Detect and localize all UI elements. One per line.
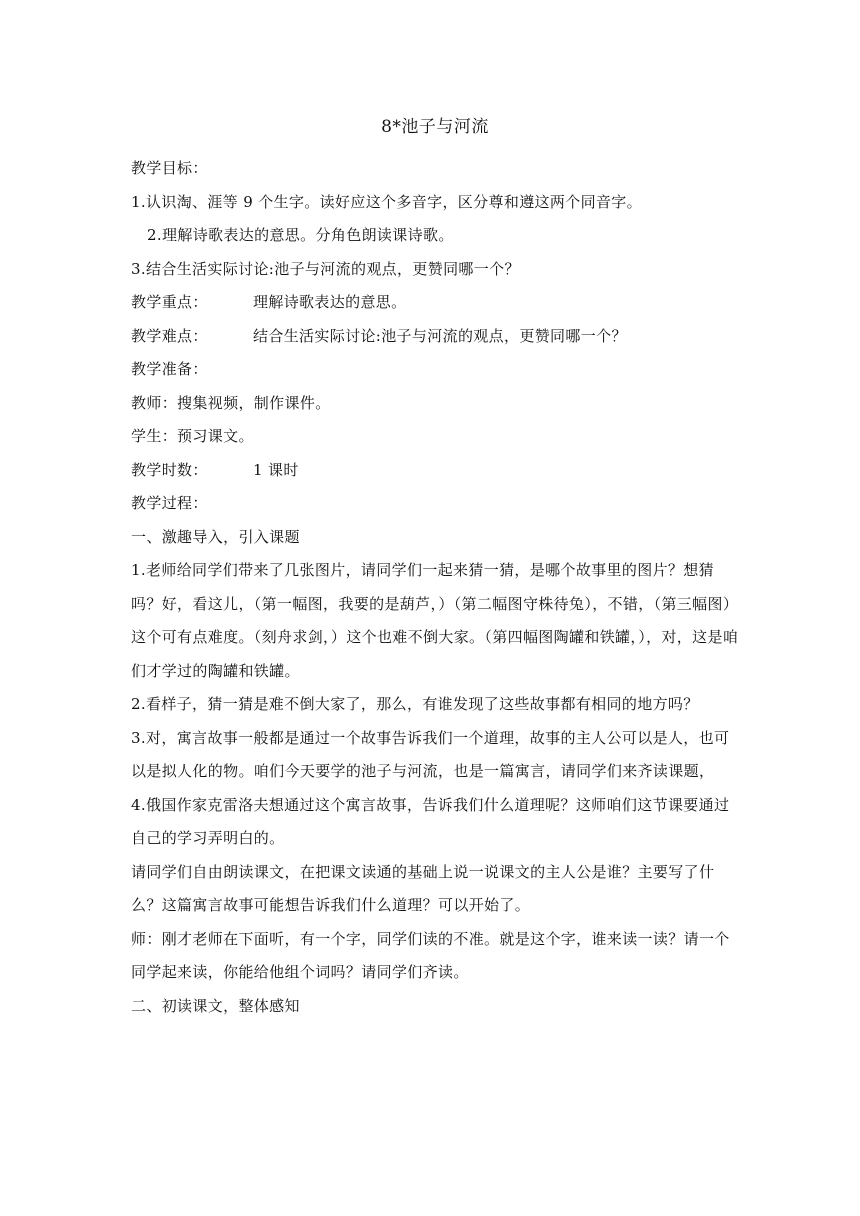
difficulty-label: 教学难点：: [131, 326, 208, 345]
hours-row: [131, 454, 739, 488]
objective-item: 2.理解诗歌表达的意思。分角色朗读课诗歌。: [147, 226, 454, 244]
objectives-label: 教学目标：: [131, 159, 208, 177]
body-paragraph: 3.对，寓言故事一般都是通过一个故事告诉我们一个道理，故事的主人公可以是人，也可以是拟人化的物。咱们今天要学的池子与河流，也是一篇寓言，请同学们来齐读课题，: [131, 728, 730, 780]
key-point-label: 教学重点：: [131, 293, 208, 311]
hours-value: 1 课时: [253, 460, 299, 479]
body-paragraph: 师：刚才老师在下面听，有一个字，同学们读的不准。就是这个字，谁来读一读？请一个同学起来读，你能给他组个词吗？请同学们齐读。: [131, 929, 730, 981]
body-paragraph: 2.看样子，猜一猜是难不倒大家了，那么，有谁发现了这些故事都有相同的地方吗？: [131, 695, 699, 713]
body-paragraph: 请同学们自由朗读课文，在把课文读通的基础上说一说课文的主人公是谁？主要写了什么？这篇寓言故事可能想告诉我们什么道理？可以开始了。: [131, 862, 715, 914]
preparation-label: 教学准备：: [131, 360, 208, 378]
body-paragraph: 4.俄国作家克雷洛夫想通过这个寓言故事，告诉我们什么道理呢？这师咱们这节课要通过自己的学习弄明白的。: [131, 795, 730, 847]
key-point-value: 理解诗歌表达的意思。: [253, 293, 407, 311]
objective-item: 1.认识淘、涯等 9 个生字。读好应这个多音字，区分尊和遵这两个同音字。: [131, 192, 642, 211]
difficulty-value: 结合生活实际讨论:池子与河流的观点，更赞同哪一个？: [253, 326, 627, 345]
key-point-row: [131, 286, 739, 320]
objective-item: 3.结合生活实际讨论:池子与河流的观点，更赞同哪一个？: [131, 259, 520, 278]
difficulty-row: [131, 320, 739, 354]
section-heading: 一、激趣导入，引入课题: [131, 527, 300, 546]
student-prep: 学生：预习课文。: [131, 427, 254, 445]
section-heading: 二、初读课文，整体感知: [131, 996, 300, 1015]
body-paragraph: 1.老师给同学们带来了几张图片，请同学们一起来猜一猜，是哪个故事里的图片？想猜吗？好，看这儿，（第一幅图，我要的是葫芦，）（第二幅图守株待兔），不错，（第三幅图）这个可有点难度。（刻舟求剑，）这个也难不倒大家。（第四幅图陶罐和铁罐，），对，这是咱们才学过的陶罐和铁罐。: [131, 561, 739, 680]
teacher-prep: 教师：搜集视频，制作课件。: [131, 393, 331, 412]
document-title: 8*池子与河流: [381, 117, 489, 137]
document-body: [131, 112, 739, 1023]
process-label: 教学过程：: [131, 494, 208, 512]
hours-label: 教学时数：: [131, 460, 208, 479]
